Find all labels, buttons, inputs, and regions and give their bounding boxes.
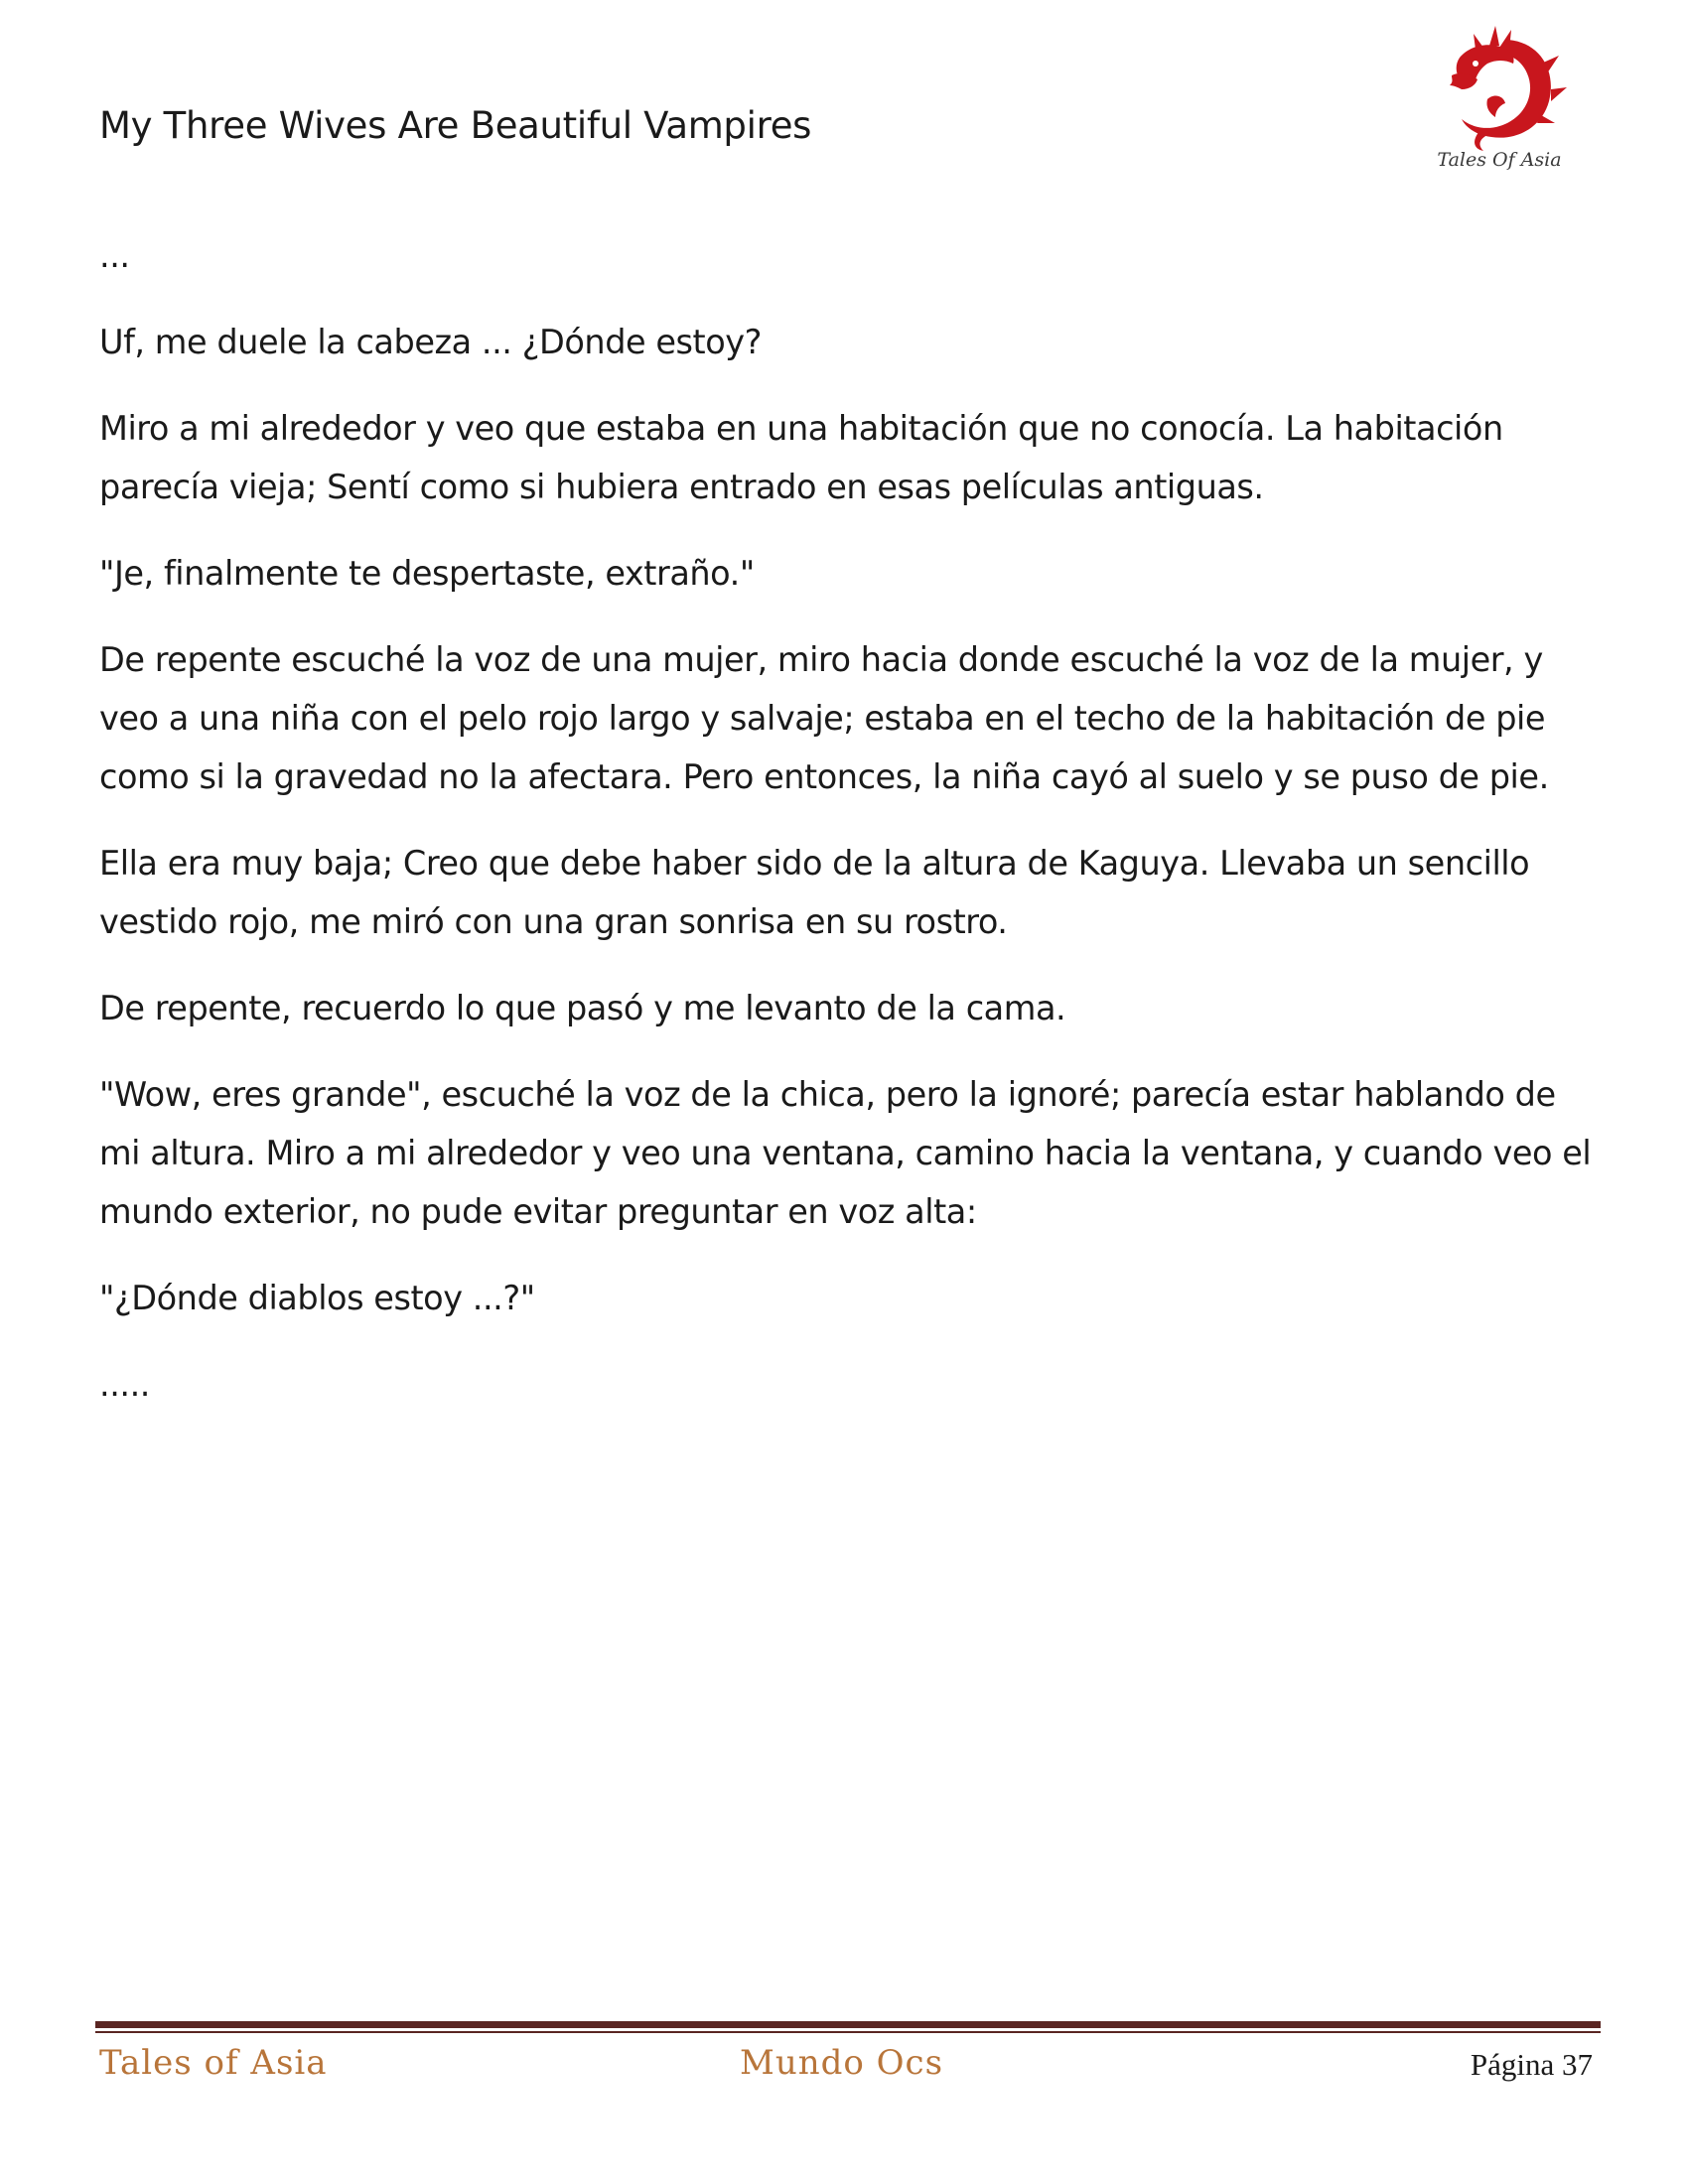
paragraph: ..... — [99, 1365, 150, 1404]
paragraph: "Wow, eres grande", escuché la voz de la chica, pero la ignoré; parecía estar hablando de mi altura. Miro a mi alrededor y veo una ventana, camino hacia la ventana, y cuando veo el mundo exterior, no pude evitar preguntar en voz alta: — [99, 1075, 1592, 1231]
footer-left-text: Tales of Asia — [99, 2043, 328, 2083]
paragraph: De repente, recuerdo lo que pasó y me levanto de la cama. — [99, 989, 1066, 1027]
page-header-title: My Three Wives Are Beautiful Vampires — [99, 104, 812, 147]
footer-center-text: Mundo Ocs — [740, 2043, 944, 2083]
red-dragon-icon — [1430, 20, 1569, 154]
paragraph: ... — [99, 236, 130, 275]
paragraph: De repente escuché la voz de una mujer, miro hacia donde escuché la voz de la mujer, y veo a una niña con el pelo rojo largo y salvaje; estaba en el techo de la habitación de pie como si la gravedad no la afectara. Pero entonces, la niña cayó al suelo y se puso de pie. — [99, 640, 1549, 796]
logo-text: Tales Of Asia — [1437, 149, 1562, 171]
tales-of-asia-logo — [1430, 20, 1569, 184]
footer-divider — [95, 2021, 1601, 2033]
page-body — [99, 226, 1599, 1441]
page-number: Página 37 — [1470, 2047, 1593, 2082]
paragraph: "¿Dónde diablos estoy ...?" — [99, 1279, 535, 1317]
paragraph: "Je, finalmente te despertaste, extraño." — [99, 554, 755, 593]
paragraph: Uf, me duele la cabeza ... ¿Dónde estoy? — [99, 323, 762, 361]
paragraph: Ella era muy baja; Creo que debe haber sido de la altura de Kaguya. Llevaba un sencillo vestido rojo, me miró con una gran sonrisa en su rostro. — [99, 844, 1530, 941]
paragraph: Miro a mi alrededor y veo que estaba en una habitación que no conocía. La habitación parecía vieja; Sentí como si hubiera entrado en esas películas antiguas. — [99, 409, 1503, 506]
